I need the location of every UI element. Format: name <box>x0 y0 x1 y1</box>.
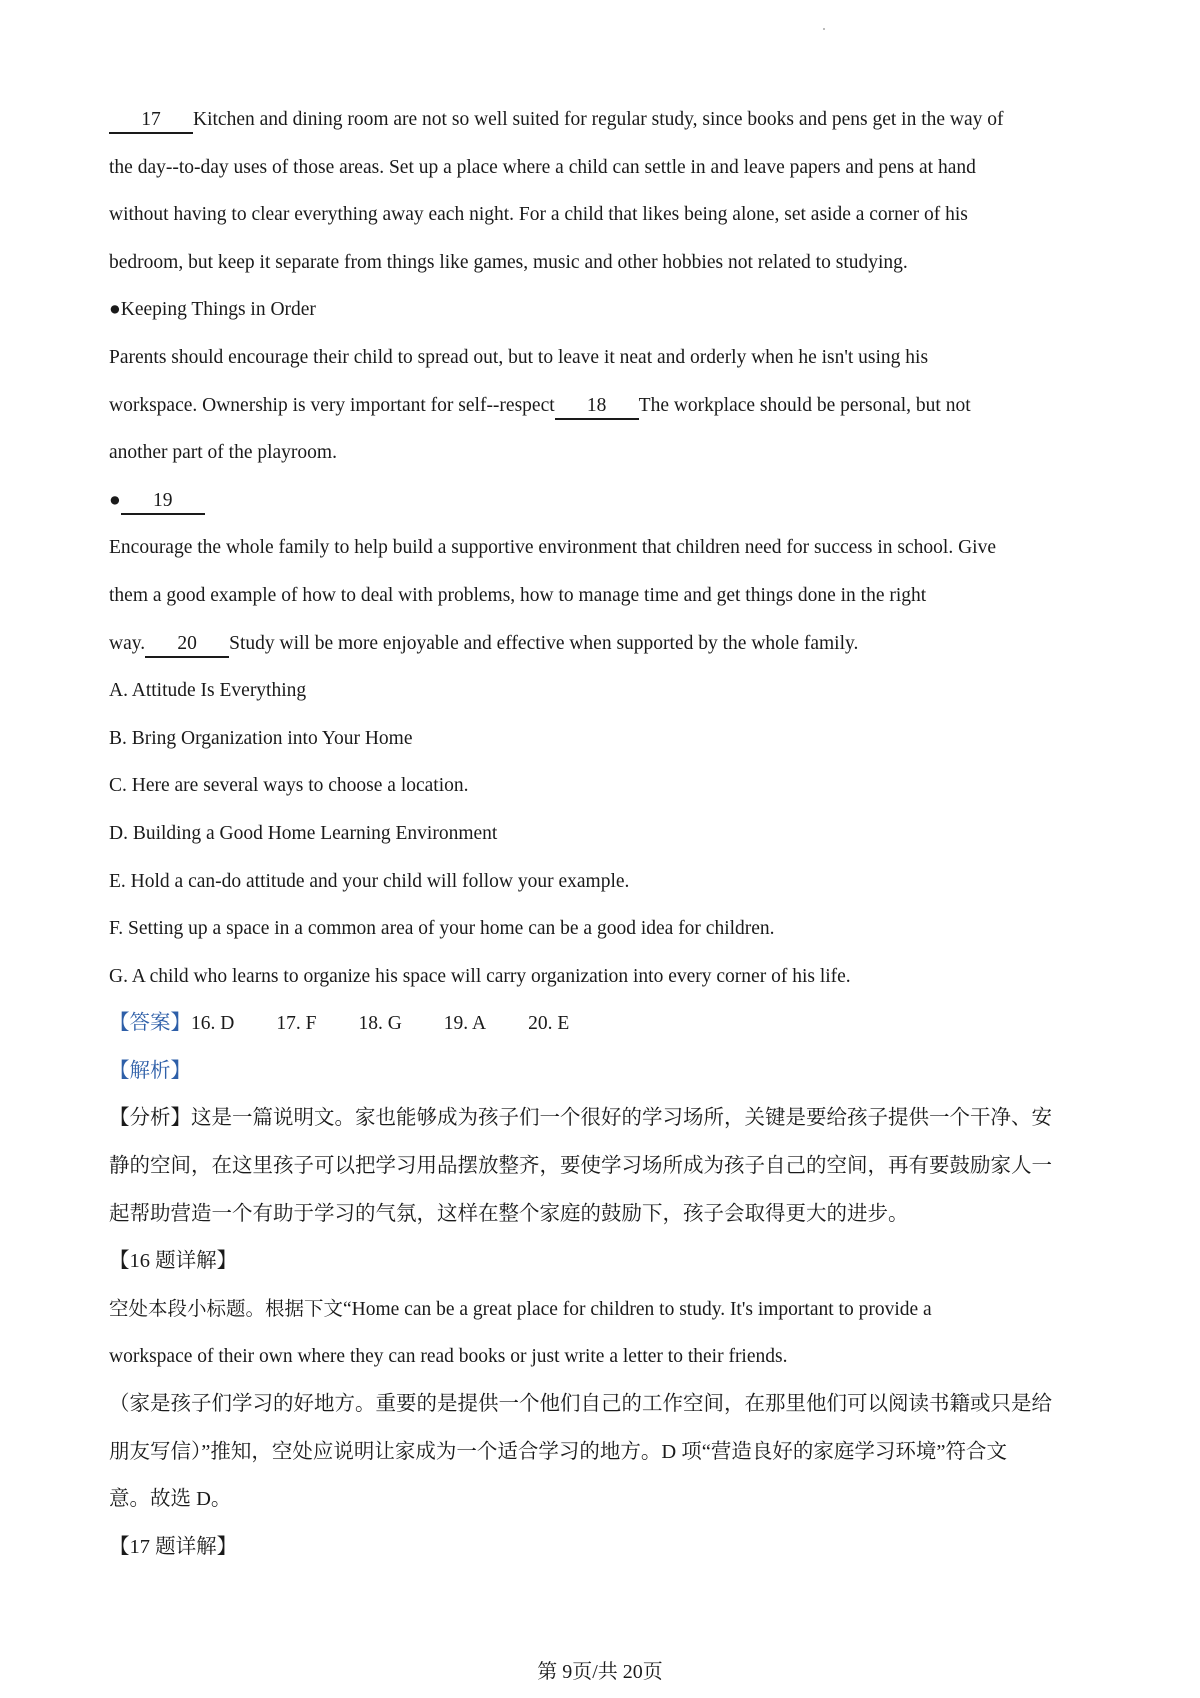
q16-line-3: （家是孩子们学习的好地方。重要的是提供一个他们自己的工作空间，在那里他们可以阅读书籍或只是给 <box>109 1393 1052 1416</box>
option-b: B. Bring Organization into Your Home <box>109 727 413 749</box>
answer-19: 19. A <box>443 1013 487 1035</box>
paragraph-18-line-1: Parents should encourage their child to spread out, but to leave it neat and orderly when he isn't using his <box>109 346 929 368</box>
answer-18: 18. G <box>358 1013 402 1035</box>
option-c: C. Here are several ways to choose a location. <box>109 775 469 797</box>
scan-speck <box>823 28 825 30</box>
answer-17: 17. F <box>276 1013 317 1035</box>
blank-20: 20 <box>145 632 229 658</box>
option-g: G. A child who learns to organize his space will carry organization into every corner of his life. <box>109 965 851 987</box>
answer-line <box>109 1000 1099 1048</box>
option-f: F. Setting up a space in a common area of your home can be a good idea for children. <box>109 918 775 940</box>
fenxi-line-3: 起帮助营造一个有助于学习的气氛，这样在整个家庭的鼓励下，孩子会取得更大的进步。 <box>109 1202 909 1225</box>
paragraph-17-line-4: bedroom, but keep it separate from things like games, music and other hobbies not related to studying. <box>109 251 908 273</box>
paragraph-17-line-2: the day--to-day uses of those areas. Set up a place where a child can settle in and leave papers and pens at hand <box>109 156 976 178</box>
q16-title: 【16 题详解】 <box>109 1250 238 1273</box>
answer-16: 16. D <box>191 1013 235 1035</box>
answer-20: 20. E <box>528 1013 570 1035</box>
blank-17: 17 <box>109 108 193 134</box>
subheading-keeping-order: ●Keeping Things in Order <box>109 299 316 321</box>
document-page <box>109 96 1099 1571</box>
q16-line-5: 意。故选 D。 <box>109 1488 232 1511</box>
paragraph-20-line-2: them a good example of how to deal with problems, how to manage time and get things done in the right <box>109 584 927 606</box>
paragraph-18-line-3: another part of the playroom. <box>109 442 337 464</box>
answer-label: 【答案】 <box>109 1012 191 1035</box>
q17-title: 【17 题详解】 <box>109 1535 238 1558</box>
q16-line-4: 朋友写信）”推知，空处应说明让家成为一个适合学习的地方。D 项“营造良好的家庭学习环境”符合文 <box>109 1440 1007 1463</box>
fenxi-line-2: 静的空间，在这里孩子可以把学习用品摆放整齐，要使学习场所成为孩子自己的空间，再有要鼓励家人一 <box>109 1155 1052 1178</box>
option-a: A. Attitude Is Everything <box>109 680 307 702</box>
option-d: D. Building a Good Home Learning Environment <box>109 822 498 844</box>
blank-19: 19 <box>121 489 205 515</box>
blank-18: 18 <box>555 394 639 420</box>
paragraph-20-line-3: way. 20 Study will be more enjoyable and effective when supported by the whole family. <box>109 620 1099 668</box>
page-footer: 第 9页/共 20页 <box>537 1661 663 1683</box>
bullet: ● <box>109 489 121 511</box>
option-e: E. Hold a can-do attitude and your child will follow your example. <box>109 870 630 892</box>
q16-line-2: workspace of their own where they can read books or just write a letter to their friends. <box>109 1346 788 1368</box>
analysis-label: 【解析】 <box>109 1059 191 1082</box>
q16-line-1: 空处本段小标题。根据下文“Home can be a great place for children to study. It's important to provide a <box>109 1298 932 1320</box>
fenxi-line-1: 【分析】这是一篇说明文。家也能够成为孩子们一个很好的学习场所，关键是要给孩子提供一个干净、安 <box>109 1107 1052 1130</box>
paragraph-18-line-2: workspace. Ownership is very important for self--respect 18 The workplace should be personal, but not <box>109 382 1099 430</box>
paragraph-17-line-3: without having to clear everything away each night. For a child that likes being alone, set aside a corner of his <box>109 204 968 226</box>
paragraph-20-line-1: Encourage the whole family to help build a supportive environment that children need for success in school. Give <box>109 537 997 559</box>
paragraph-17-line-1: 17 Kitchen and dining room are not so well suited for regular study, since books and pens get in the way of <box>109 96 1099 144</box>
subheading-19 <box>109 477 1099 525</box>
